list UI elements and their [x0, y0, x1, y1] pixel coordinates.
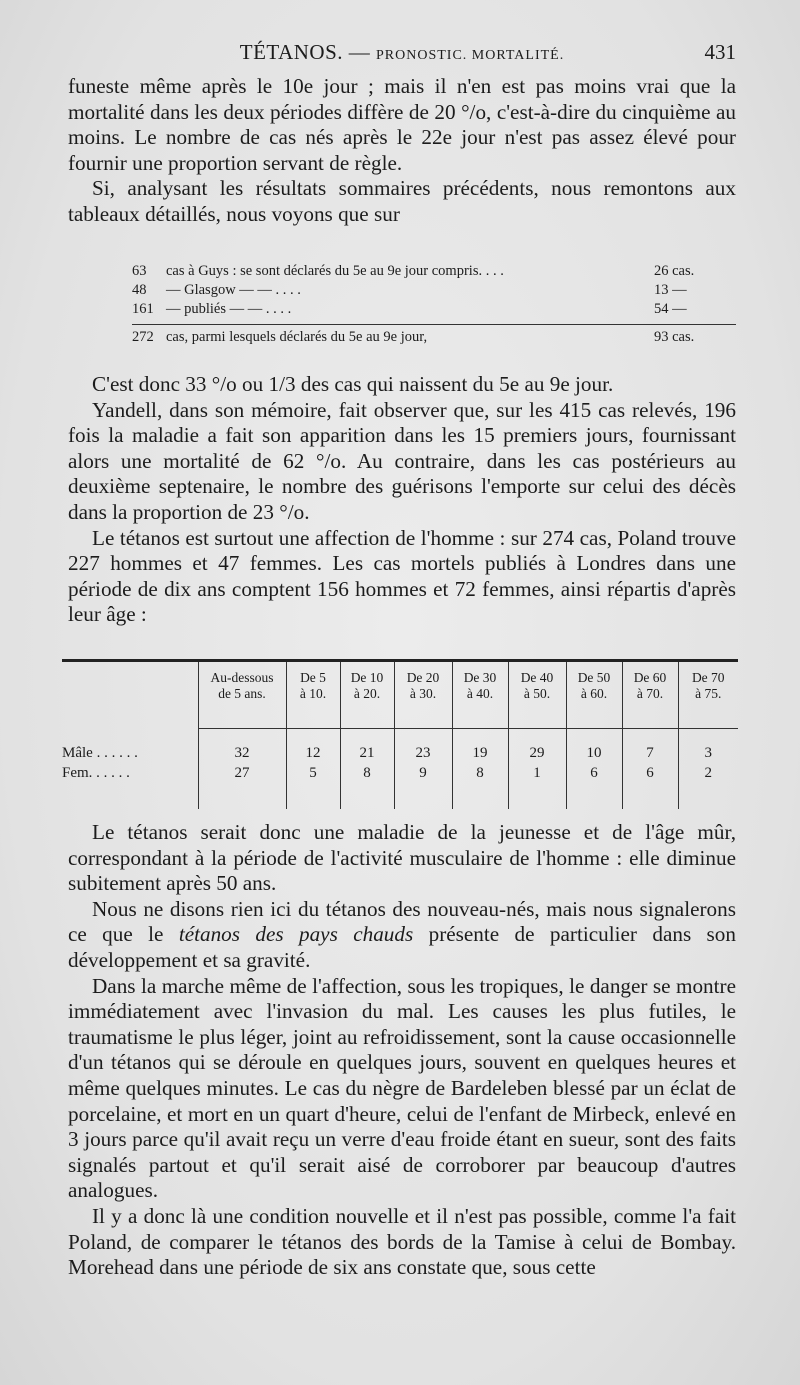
table-cell: 29 [508, 743, 566, 763]
table-cell: 12 [286, 743, 340, 763]
table-cell: 27 [198, 763, 286, 783]
age-table-bottom-pad [62, 783, 738, 809]
table-cell: 1 [508, 763, 566, 783]
age-column-header: De 60 à 70. [622, 662, 678, 729]
row-label: Mâle . . . . . . [62, 745, 138, 761]
text-block-top [68, 74, 736, 228]
summary-table [132, 262, 736, 347]
summary-count: 48 [132, 282, 147, 298]
text-block-bottom [68, 820, 736, 1281]
paragraph-4: Yandell, dans son mémoire, fait observer que, sur les 415 cas relevés, 196 fois la maladie a fait son apparition dans les 15 premiers jours, fournissant alors une mortalité de 62 °/o. Au contraire, dans les cas postérieurs au deuxième septenaire, le nombre des guérisons l'emporte sur celui des décès dans la proportion de 23 °/o. [68, 397, 736, 524]
table-row [62, 763, 738, 783]
table-cell: 6 [622, 763, 678, 783]
age-column-header: De 30 à 40. [452, 662, 508, 729]
age-table-wrap [62, 659, 738, 809]
table-cell: 5 [286, 763, 340, 783]
summary-total-count: 272 [132, 329, 154, 345]
running-header [68, 36, 736, 66]
paragraph-7: Nous ne disons rien ici du tétanos des nouveau-nés, mais nous signalerons ce que le tétanos des pays chauds présente de particulier dans son développement et sa gravité. [68, 896, 736, 972]
summary-result: 54 — [654, 301, 687, 317]
summary-count: 161 [132, 301, 154, 317]
age-table [62, 662, 738, 809]
text-block-middle [68, 372, 736, 628]
table-cell: 8 [340, 763, 394, 783]
age-table-corner [62, 662, 198, 729]
age-table-separator [62, 729, 738, 744]
age-column-header: De 40 à 50. [508, 662, 566, 729]
table-cell: 23 [394, 743, 452, 763]
summary-text: — publiés — — . . . . [166, 301, 292, 317]
row-label: Fem. . . . . . [62, 765, 130, 781]
paragraph-8: Dans la marche même de l'affection, sous les tropiques, le danger se montre immédiatement avec l'invasion du mal. Les causes les plus futiles, le traumatisme le plus léger, joint au refroidissement, sont la cause occasionnelle d'un tétanos qui se déroule en quelques jours, souvent en quelques heures et même quelques minutes. Le cas du nègre de Bardeleben blessé par un éclat de porcelaine, et mort en un quart d'heure, celui de l'enfant de Mirbeck, enlevé en 3 jours parce qu'il avait reçu un verre d'eau froide étant en sueur, sont des faits signalés partout et qu'il serait aisé de corroborer par beaucoup d'autres analogues. [68, 973, 736, 1203]
running-title-sub: PRONOSTIC. MORTALITÉ. [376, 48, 565, 63]
summary-total-result: 93 cas. [654, 329, 695, 345]
table-cell: 7 [622, 743, 678, 763]
table-cell: 19 [452, 743, 508, 763]
summary-row [132, 281, 736, 300]
paragraph-5: Le tétanos est surtout une affection de l'homme : sur 274 cas, Poland trouve 227 hommes et 47 femmes. Les cas mortels publiés à Londres dans une période de dix ans comptent 156 hommes et 72 femmes, ainsi répartis d'après leur âge : [68, 525, 736, 627]
paragraph-6: Le tétanos serait donc une maladie de la jeunesse et de l'âge mûr, correspondant à la période de l'activité musculaire de l'homme : elle diminue subitement après 50 ans. [68, 820, 736, 896]
summary-rule [132, 324, 736, 325]
paragraph-2: Si, analysant les résultats sommaires précédents, nous remontons aux tableaux détaillés, nous voyons que sur [68, 176, 736, 226]
table-cell: 2 [678, 763, 738, 783]
table-cell: 32 [198, 743, 286, 763]
age-column-header: De 50 à 60. [566, 662, 622, 729]
summary-total-text: cas, parmi lesquels déclarés du 5e au 9e jour, [166, 329, 428, 345]
age-column-header: De 10 à 20. [340, 662, 394, 729]
running-title [68, 40, 736, 65]
table-cell: 3 [678, 743, 738, 763]
paragraph-1: funeste même après le 10e jour ; mais il n'en est pas moins vrai que la mortalité dans les deux périodes diffère de 20 °/o, c'est-à-dire du cinquième au moins. Le nombre de cas nés après le 22e jour n'est pas assez élevé pour fournir une proportion servant de règle. [68, 74, 736, 175]
age-table-header-row [62, 662, 738, 729]
running-title-main: TÉTANOS. — [239, 40, 376, 64]
age-column-header: Au-dessous de 5 ans. [198, 662, 286, 729]
summary-row [132, 262, 736, 281]
summary-result: 13 — [654, 282, 687, 298]
summary-result: 26 cas. [654, 263, 695, 279]
table-cell: 8 [452, 763, 508, 783]
table-cell: 10 [566, 743, 622, 763]
paragraph-9: Il y a donc là une condition nouvelle et il n'est pas possible, comme l'a fait Poland, de comparer le tétanos des bords de la Tamise à celui de Bombay. Morehead dans une période de six ans constate que, sous cette [68, 1203, 736, 1280]
paragraph-3: C'est donc 33 °/o ou 1/3 des cas qui naissent du 5e au 9e jour. [92, 372, 614, 396]
age-column-header: De 20 à 30. [394, 662, 452, 729]
age-column-header: De 70 à 75. [678, 662, 738, 729]
summary-total-row [132, 328, 736, 347]
table-cell: 9 [394, 763, 452, 783]
page-number: 431 [704, 40, 736, 64]
summary-count: 63 [132, 263, 147, 279]
summary-row [132, 300, 736, 319]
italic-phrase: tétanos des pays chauds [178, 922, 414, 947]
table-cell: 21 [340, 743, 394, 763]
table-cell: 6 [566, 763, 622, 783]
summary-text: cas à Guys : se sont déclarés du 5e au 9e jour compris. . . . [166, 263, 504, 279]
summary-text: — Glasgow — — . . . . [166, 282, 301, 298]
table-row [62, 743, 738, 763]
age-column-header: De 5 à 10. [286, 662, 340, 729]
